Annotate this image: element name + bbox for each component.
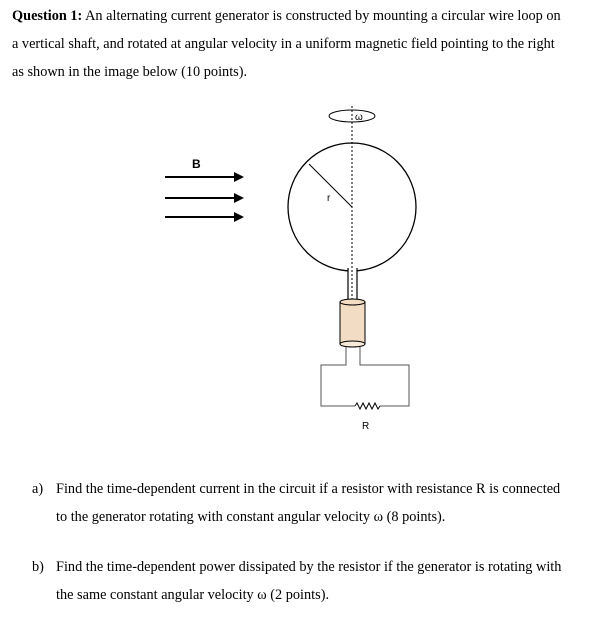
slip-ring-cylinder bbox=[340, 299, 365, 347]
field-label: B bbox=[192, 157, 201, 171]
part-b-line-1: Find the time-dependent power dissipated by the resistor if the generator is rotating with bbox=[56, 559, 562, 575]
radius-label: r bbox=[327, 193, 331, 204]
question-text-1: An alternating current generator is constructed by mounting a circular wire loop on bbox=[82, 8, 561, 24]
part-a-line-2: to the generator rotating with constant angular velocity ω (8 points). bbox=[56, 509, 446, 525]
magnetic-field-arrows bbox=[165, 172, 244, 222]
part-b-line-2: the same constant angular velocity ω (2 points). bbox=[56, 587, 330, 603]
part-a-marker: a) bbox=[32, 481, 44, 497]
radius-line bbox=[309, 164, 352, 207]
circuit-wires bbox=[321, 347, 409, 409]
part-a-line-1: Find the time-dependent current in the circuit if a resistor with resistance R is connected bbox=[56, 481, 561, 497]
question-line-2: a vertical shaft, and rotated at angular velocity in a uniform magnetic field pointing to the right bbox=[12, 36, 555, 52]
question-label: Question 1: bbox=[12, 8, 83, 24]
resistor-label: R bbox=[362, 421, 370, 432]
omega-label: ω bbox=[355, 112, 363, 123]
resistor-symbol bbox=[355, 403, 380, 409]
part-b-marker: b) bbox=[32, 559, 44, 575]
question-line-3: as shown in the image below (10 points). bbox=[12, 64, 248, 80]
